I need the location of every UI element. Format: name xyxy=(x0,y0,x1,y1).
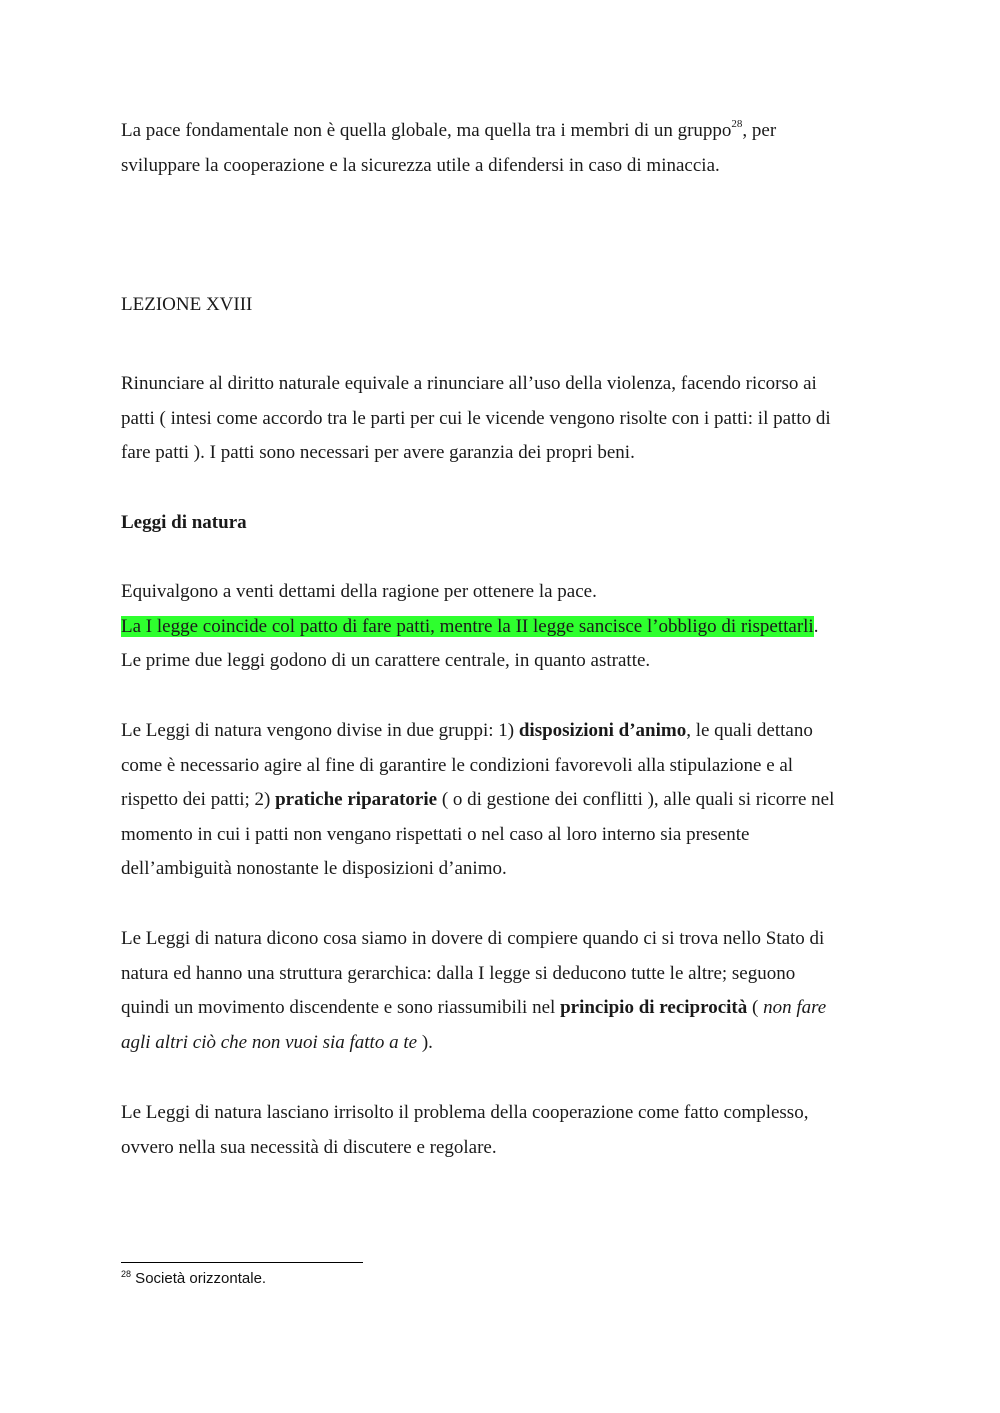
text-line: Rinunciare al diritto naturale equivale a rinunciare all’uso della violenza, facendo ricorso ai xyxy=(121,373,817,394)
text-line xyxy=(121,610,891,645)
text-span: La pace fondamentale non è quella globale, ma quella tra i membri di un gruppo xyxy=(121,120,732,141)
highlighted-text: La I legge coincide col patto di fare patti, mentre la II legge sancisce l’obbligo di rispettarli xyxy=(121,615,814,637)
text-span: ( xyxy=(747,997,764,1018)
text-line: sviluppare la cooperazione e la sicurezza utile a difendersi in caso di minaccia. xyxy=(121,154,720,176)
text-line xyxy=(121,1026,891,1061)
footnote-reference[interactable]: 28 xyxy=(731,118,743,130)
paragraph-dictates xyxy=(121,575,891,679)
text-line: patti ( intesi come accordo tra le parti per cui le vicende vengono risolte con i patti: il patto di xyxy=(121,407,831,429)
text-line: ovvero nella sua necessità di discutere e regolare. xyxy=(121,1136,497,1158)
lesson-heading: LEZIONE XVIII xyxy=(121,294,253,315)
section-heading: Leggi di natura xyxy=(121,512,247,533)
text-line: Le prime due leggi godono di un carattere centrale, in quanto astratte. xyxy=(121,650,651,671)
footnote-separator xyxy=(121,1262,363,1263)
text-span: quindi un movimento discendente e sono riassumibili nel xyxy=(121,997,561,1018)
text-line xyxy=(121,714,891,749)
text-line: dell’ambiguità nonostante le disposizioni d’animo. xyxy=(121,858,507,879)
paragraph-cooperation xyxy=(121,1096,891,1165)
footnote-number: 28 xyxy=(121,1269,132,1279)
text-line: fare patti ). I patti sono necessari per avere garanzia dei propri beni. xyxy=(121,442,635,463)
text-line: Equivalgono a venti dettami della ragione per ottenere la pace. xyxy=(121,581,597,602)
italic-text: non fare xyxy=(763,997,827,1018)
paragraph-natural-right xyxy=(121,367,891,471)
bold-term: principio di reciprocità xyxy=(560,997,748,1018)
text-span: rispetto dei patti; 2) xyxy=(121,789,276,810)
text-span: , per xyxy=(742,120,777,141)
bold-term: pratiche riparatorie xyxy=(275,789,438,810)
paragraph-groups xyxy=(121,714,891,887)
footnote xyxy=(121,1270,266,1287)
text-line: Le Leggi di natura dicono cosa siamo in dovere di compiere quando ci si trova nello Stato di xyxy=(121,928,825,949)
text-span: Le Leggi di natura vengono divise in due gruppi: 1) xyxy=(121,720,519,741)
text-line xyxy=(121,114,891,149)
paragraph-hierarchy xyxy=(121,922,891,1060)
text-line xyxy=(121,783,891,818)
text-line: natura ed hanno una struttura gerarchica: dalla I legge si deducono tutte le altre; seguono xyxy=(121,962,796,984)
italic-text: agli altri ciò che non vuoi sia fatto a te xyxy=(121,1031,418,1053)
text-span: ( o di gestione dei conflitti ), alle quali si ricorre nel xyxy=(437,789,835,810)
text-line xyxy=(121,991,891,1026)
bold-term: disposizioni d’animo xyxy=(518,720,687,741)
text-line: momento in cui i patti non vengano rispettati o nel caso al loro interno sia presente xyxy=(121,823,750,845)
paragraph-peace xyxy=(121,114,891,183)
text-span: . xyxy=(813,615,819,637)
text-span: ). xyxy=(417,1031,433,1053)
text-line: come è necessario agire al fine di garantire le condizioni favorevoli alla stipulazione e al xyxy=(121,754,794,776)
footnote-text: Società orizzontale. xyxy=(131,1270,267,1287)
text-line: Le Leggi di natura lasciano irrisolto il problema della cooperazione come fatto complesso, xyxy=(121,1102,809,1123)
text-span: , le quali dettano xyxy=(686,720,813,741)
